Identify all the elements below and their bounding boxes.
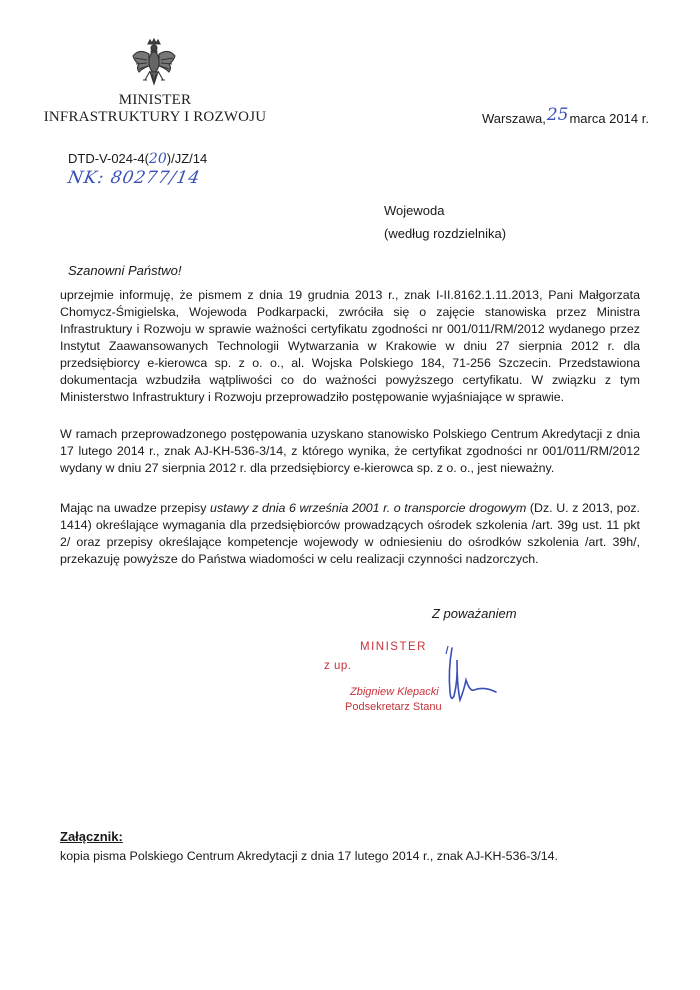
addressee-note: (według rozdzielnika) bbox=[384, 226, 507, 241]
polish-eagle-emblem-icon bbox=[131, 38, 177, 90]
handwritten-signature-icon bbox=[430, 640, 510, 720]
stamp-minister: MINISTER bbox=[360, 641, 427, 653]
place-and-date bbox=[482, 105, 649, 128]
addressee bbox=[384, 199, 506, 245]
paragraph-3 bbox=[60, 500, 640, 568]
closing-phrase: Z poważaniem bbox=[432, 606, 517, 621]
attachment-description: kopia pisma Polskiego Centrum Akredytacji z dnia 17 lutego 2014 r., znak AJ-KH-536-3/14. bbox=[60, 849, 558, 863]
reference-suffix: )/JZ/14 bbox=[166, 151, 208, 166]
stamp-on-behalf: z up. bbox=[324, 660, 352, 672]
reference-handwritten-number: 20 bbox=[148, 151, 167, 167]
statute-reference: ustawy z dnia 6 września 2001 r. o transporcie drogowym bbox=[210, 501, 527, 515]
paragraph-3-end: (Dz. U. z 2013, poz. 1414) określające wymagania dla przedsiębiorców prowadzących ośrodek szkolenia /art. 39g ust. 11 pkt 2/ oraz przepisy określające kompetencje wojewody w odniesieniu do ośrodków szkolenia /art. 39h/, przekazuję powyższe do Państwa wiadomości w celu realizacji czynności nadzorczych. bbox=[60, 501, 640, 566]
salutation: Szanowni Państwo! bbox=[68, 263, 182, 278]
place-prefix: Warszawa, bbox=[482, 111, 546, 126]
ministry-header bbox=[30, 92, 280, 126]
paragraph-1: uprzejmie informuję, że pismem z dnia 19 grudnia 2013 r., znak I-II.8162.1.11.2013, Pani Małgorzata Chomycz-Śmigielska, Wojewoda Podkarpacki, zwróciła się o zajęcie stanowiska przez Ministra Infrastruktury i Rozwoju w sprawie ważności certyfikatu zgodności nr 001/011/RM/2012 wydanego przez Instytut Zaawansowanych Technologii Wytwarzania w Krakowie w dniu 27 sierpnia 2012 r. dla przedsiębiorcy e-kierowca sp. z o. o., al. Wojska Polskiego 184, 71-256 Szczecin. Przedstawiona dokumentacja wzbudziła wątpliwości co do ważności powyższego certyfikatu. W związku z tym Ministerstwo Infrastruktury i Rozwoju przeprowadziło postępowanie wyjaśniające w sprawie. bbox=[60, 288, 640, 404]
paragraph-2: W ramach przeprowadzonego postępowania uzyskano stanowisko Polskiego Centrum Akredytacji z dnia 17 lutego 2014 r., znak AJ-KH-536-3/14, z którego wynika, że certyfikat zgodności nr 001/011/RM/2012 wydany w dniu 27 sierpnia 2012 r. dla przedsiębiorcy e-kierowca sp. z o. o., jest nieważny. bbox=[60, 427, 640, 475]
stamp-signatory-title: Podsekretarz Stanu bbox=[345, 701, 442, 713]
reference-prefix: DTD-V-024-4( bbox=[68, 151, 149, 166]
date-suffix: marca 2014 r. bbox=[569, 111, 649, 126]
ministry-title: MINISTER bbox=[118, 92, 192, 108]
addressee-title: Wojewoda bbox=[384, 203, 445, 218]
reference-number bbox=[68, 151, 207, 167]
handwritten-day: 25 bbox=[546, 105, 569, 125]
attachment-heading: Załącznik: bbox=[60, 829, 123, 844]
handwritten-nk-number: NK: 80277/14 bbox=[66, 168, 202, 188]
ministry-name: INFRASTRUKTURY I ROZWOJU bbox=[43, 109, 267, 125]
stamp-signatory-name: Zbigniew Klepacki bbox=[350, 686, 439, 698]
paragraph-3-start: Mając na uwadze przepisy bbox=[60, 501, 211, 515]
